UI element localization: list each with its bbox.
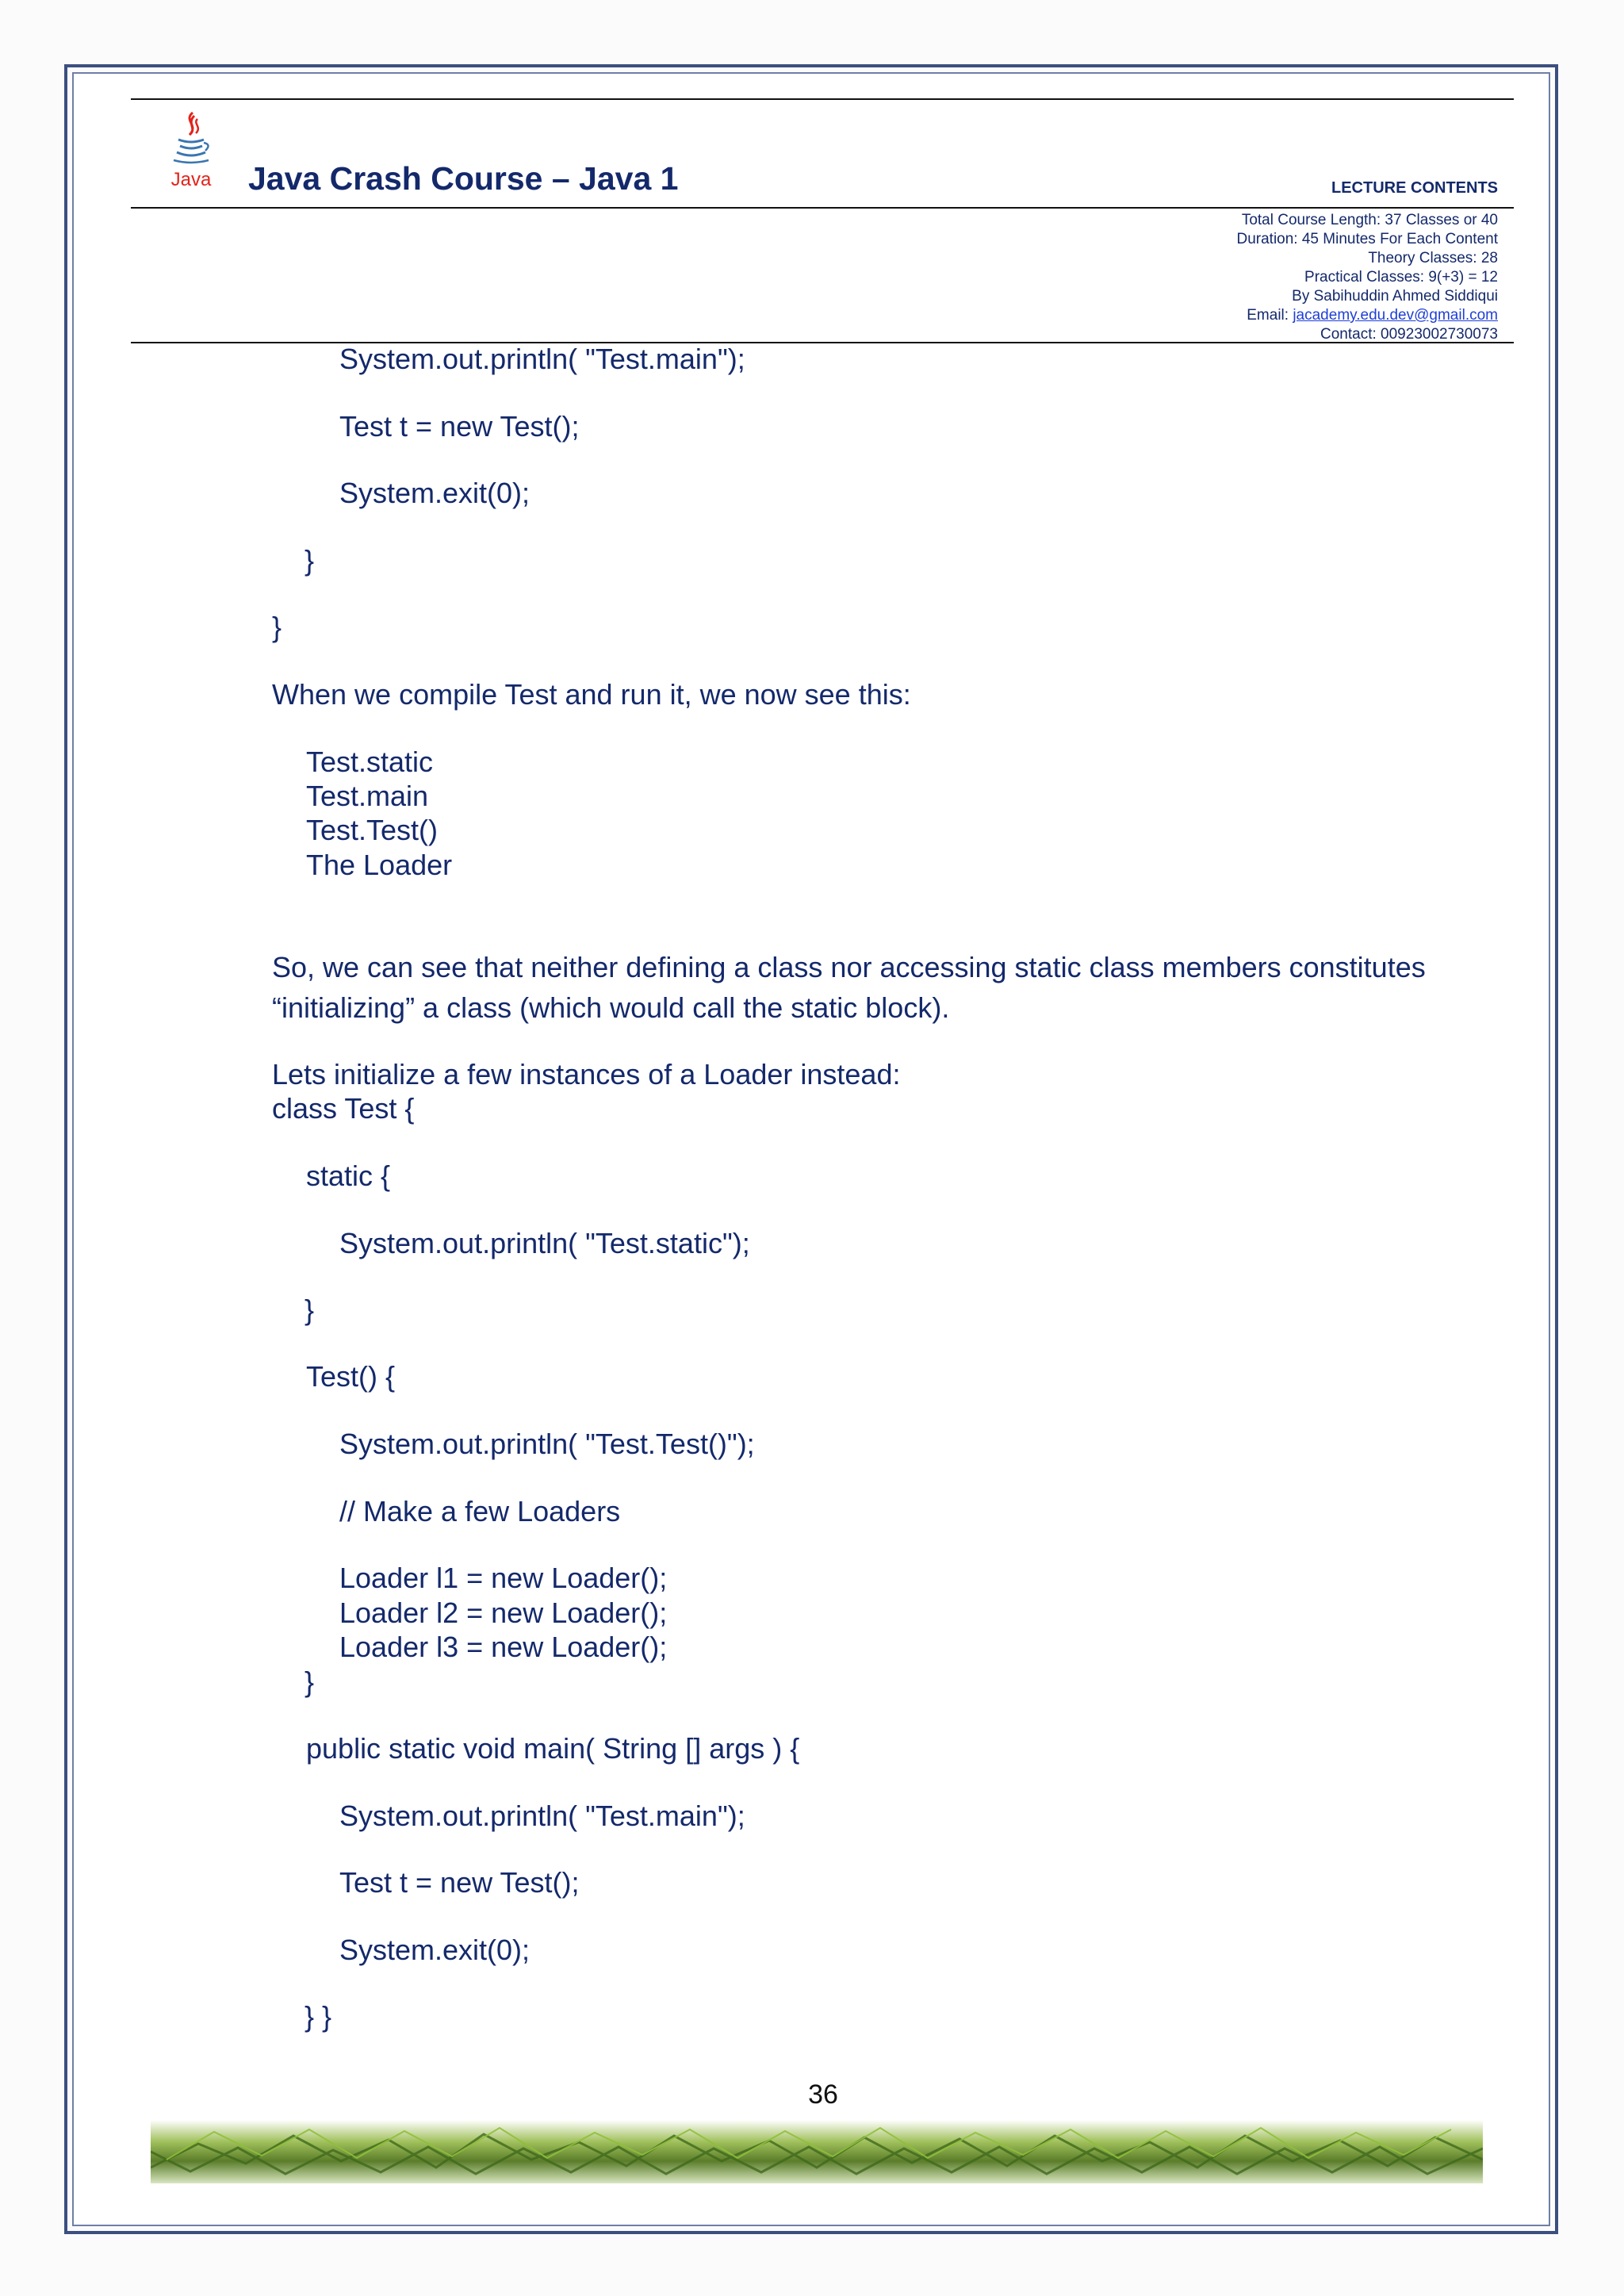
page-header <box>131 98 1514 343</box>
page-number: 36 <box>808 2079 838 2110</box>
code-line: System.out.println( "Test.main"); <box>339 1800 745 1832</box>
output-line: Test.main <box>306 780 429 812</box>
paragraph: Lets initialize a few instances of a Loader instead: <box>272 1058 901 1091</box>
paragraph: So, we can see that neither defining a class nor accessing static class members constitutes <box>272 951 1426 983</box>
output-line: Test.Test() <box>306 814 439 846</box>
output-line: The Loader <box>306 849 453 881</box>
code-line: } <box>304 1665 315 1698</box>
contact: Contact: 00923002730073 <box>1320 326 1498 343</box>
grass-footer-decoration <box>151 2112 1483 2189</box>
output-line: Test.static <box>306 746 434 778</box>
java-logo-icon <box>166 108 216 195</box>
code-line: Test t = new Test(); <box>339 1866 580 1899</box>
email-label: Email: <box>1247 307 1293 324</box>
page-frame-inner <box>72 72 1550 2226</box>
theory-classes: Theory Classes: 28 <box>1368 250 1498 266</box>
code-line: } <box>272 611 282 643</box>
code-line: class Test { <box>272 1092 415 1125</box>
code-line: System.exit(0); <box>339 1934 530 1966</box>
code-line: } } <box>304 2000 332 2033</box>
paragraph: When we compile Test and run it, we now see this: <box>272 678 911 711</box>
code-line: Loader l1 = new Loader(); <box>339 1562 668 1594</box>
code-line: System.out.println( "Test.Test()"); <box>339 1428 755 1460</box>
code-comment: // Make a few Loaders <box>339 1495 621 1527</box>
email-link[interactable]: jacademy.edu.dev@gmail.com <box>1293 307 1498 324</box>
code-line: System.out.println( "Test.main"); <box>339 343 745 375</box>
author: By Sabihuddin Ahmed Siddiqui <box>1292 288 1498 305</box>
code-line: } <box>304 544 315 577</box>
course-info <box>1236 211 1498 344</box>
course-length: Total Course Length: 37 Classes or 40 <box>1241 212 1498 228</box>
code-line: System.exit(0); <box>339 477 530 509</box>
code-line: System.out.println( "Test.static"); <box>339 1227 750 1259</box>
paragraph: “initializing” a class (which would call the static block). <box>272 991 950 1024</box>
practical-classes: Practical Classes: 9(+3) = 12 <box>1304 269 1498 286</box>
header-divider <box>131 207 1514 209</box>
section-label: LECTURE CONTENTS <box>1331 179 1498 197</box>
duration: Duration: 45 Minutes For Each Content <box>1236 231 1498 247</box>
java-logo-text: Java <box>170 169 212 190</box>
email-line <box>1236 306 1498 325</box>
page-title: Java Crash Course – Java 1 <box>248 160 679 197</box>
code-line: Loader l3 = new Loader(); <box>339 1631 668 1663</box>
code-line: static { <box>306 1159 391 1192</box>
code-line: } <box>304 1294 315 1326</box>
code-line: Test t = new Test(); <box>339 410 580 443</box>
code-line: public static void main( String [] args ) { <box>306 1732 800 1765</box>
code-line: Test() { <box>306 1360 396 1393</box>
code-line: Loader l2 = new Loader(); <box>339 1596 668 1629</box>
